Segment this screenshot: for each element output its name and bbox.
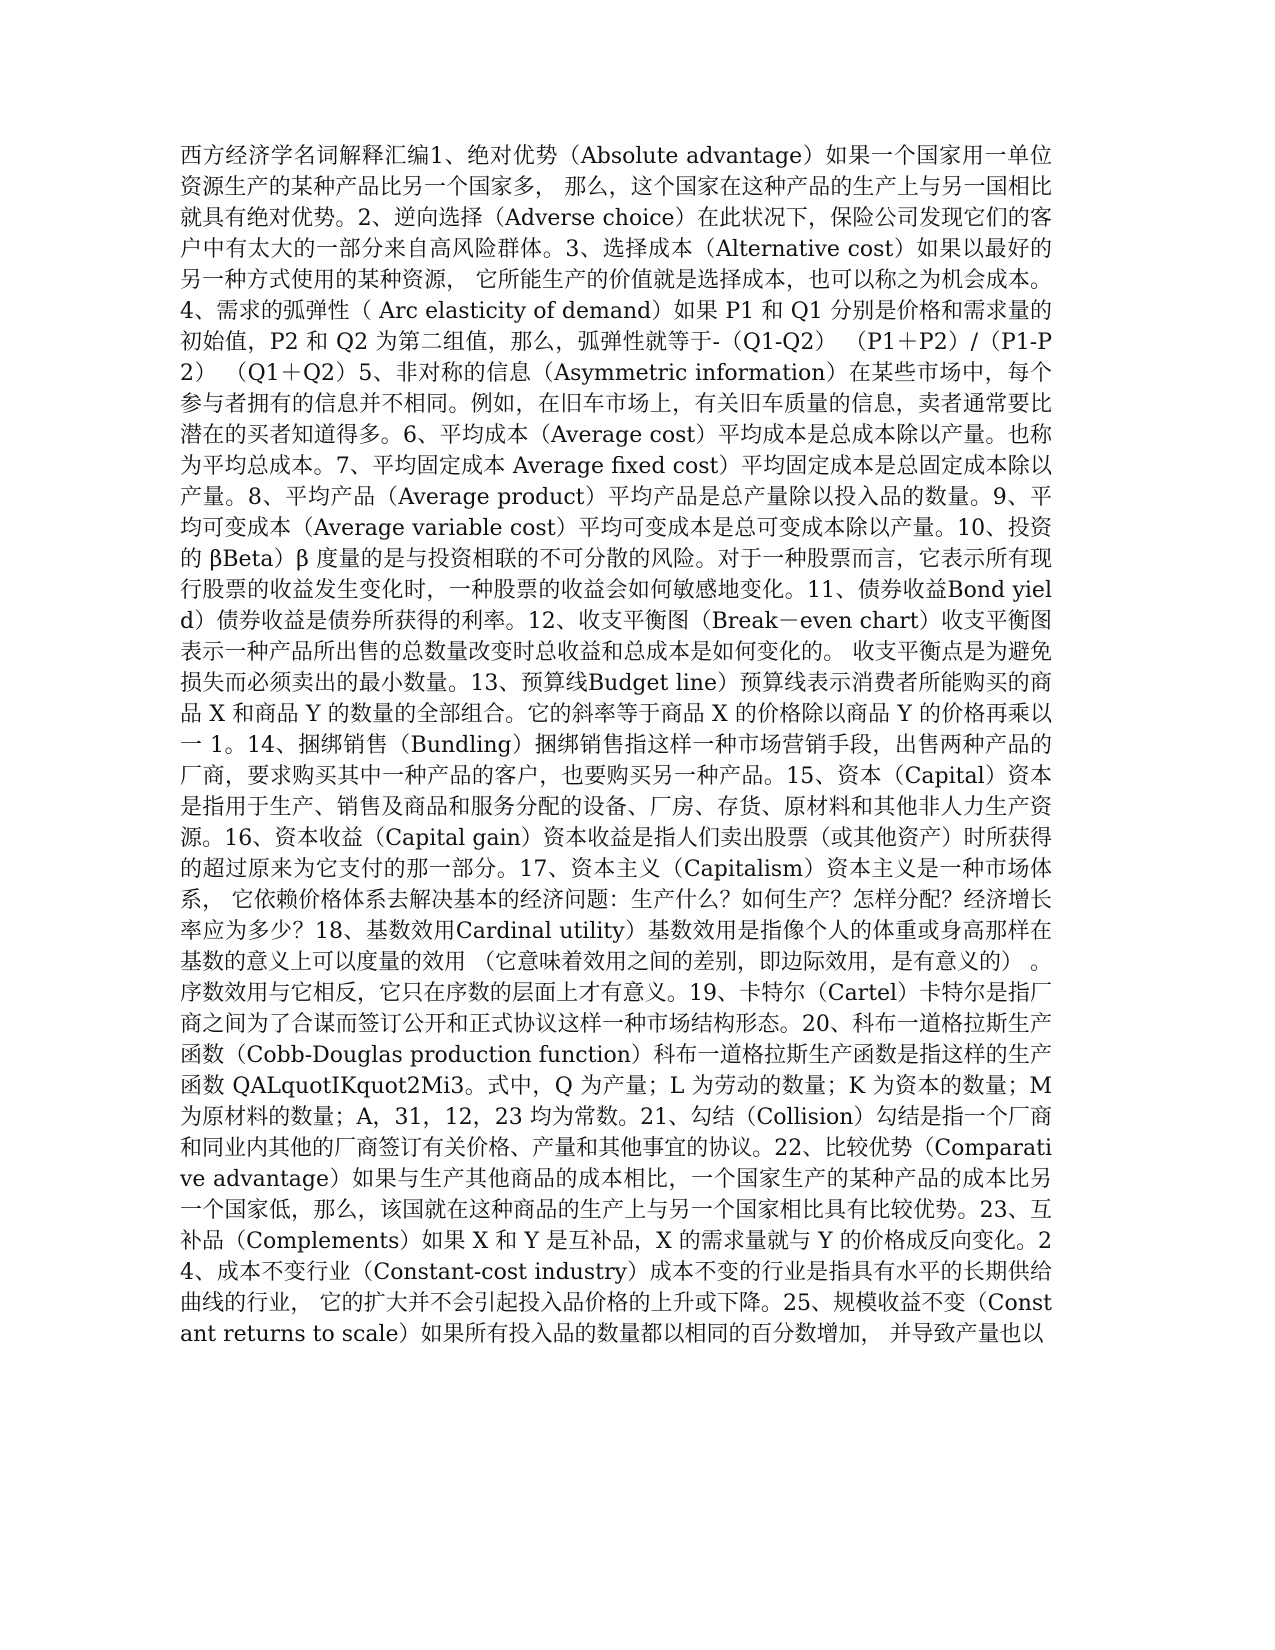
document-page xyxy=(180,141,1052,1441)
body-paragraph: 西方经济学名词解释汇编1、绝对优势（Absolute advantage）如果一个国家用一单位资源生产的某种产品比另一个国家多， 那么，这个国家在这种产品的生产上与另一国相比就具有绝对优势。2、逆向选择（Adverse choice）在此状况下，保险公司发现它们的客户中有太大的一部分来自高风险群体。3、选择成本（Alternative cost）如果以最好的另一种方式使用的某种资源， 它所能生产的价值就是选择成本，也可以称之为机会成本。4、需求的弧弹性（ Arc elasticity of demand）如果 P1 和 Q1 分别是价格和需求量的初始值，P2 和 Q2 为第二组值，那么，弧弹性就等于-（Q1-Q2） （P1＋P2）/（P1-P2） （Q1＋Q2）5、非对称的信息（Asymmetric information）在某些市场中，每个参与者拥有的信息并不相同。例如，在旧车市场上，有关旧车质量的信息，卖者通常要比潜在的买者知道得多。6、平均成本（Average cost）平均成本是总成本除以产量。也称为平均总成本。7、平均固定成本 Average fixed cost）平均固定成本是总固定成本除以产量。8、平均产品（Average product）平均产品是总产量除以投入品的数量。9、平均可变成本（Average variable cost）平均可变成本是总可变成本除以产量。10、投资的 βBeta）β 度量的是与投资相联的不可分散的风险。对于一种股票而言，它表示所有现行股票的收益发生变化时，一种股票的收益会如何敏感地变化。11、债券收益Bond yield）债券收益是债券所获得的利率。12、收支平衡图（Break－even chart）收支平衡图表示一种产品所出售的总数量改变时总收益和总成本是如何变化的。 收支平衡点是为避免损失而必须卖出的最小数量。13、预算线Budget line）预算线表示消费者所能购买的商品 X 和商品 Y 的数量的全部组合。它的斜率等于商品 X 的价格除以商品 Y 的价格再乘以一 1。14、捆绑销售（Bundling）捆绑销售指这样一种市场营销手段，出售两种产品的厂商，要求购买其中一种产品的客户，也要购买另一种产品。15、资本（Capital）资本是指用于生产、销售及商品和服务分配的设备、厂房、存货、原材料和其他非人力生产资源。16、资本收益（Capital gain）资本收益是指人们卖出股票（或其他资产）时所获得的超过原来为它支付的那一部分。17、资本主义（Capitalism）资本主义是一种市场体系， 它依赖价格体系去解决基本的经济问题：生产什么？如何生产？怎样分配？经济增长率应为多少？18、基数效用Cardinal utility）基数效用是指像个人的体重或身高那样在基数的意义上可以度量的效用 （它意味着效用之间的差别，即边际效用，是有意义的） 。序数效用与它相反，它只在序数的层面上才有意义。19、卡特尔（Cartel）卡特尔是指厂商之间为了合谋而签订公开和正式协议这样一种市场结构形态。20、科布一道格拉斯生产函数（Cobb-Douglas production function）科布一道格拉斯生产函数是指这样的生产函数 QALquotIKquot2Mi3。式中，Q 为产量；L 为劳动的数量；K 为资本的数量；M 为原材料的数量；A，31，12，23 均为常数。21、勾结（Collision）勾结是指一个厂商和同业内其他的厂商签订有关价格、产量和其他事宜的协议。22、比较优势（Comparative advantage）如果与生产其他商品的成本相比，一个国家生产的某种产品的成本比另一个国家低，那么，该国就在这种商品的生产上与另一个国家相比具有比较优势。23、互补品（Complements）如果 X 和 Y 是互补品，X 的需求量就与 Y 的价格成反向变化。24、成本不变行业（Constant-cost industry）成本不变的行业是指具有水平的长期供给曲线的行业， 它的扩大并不会引起投入品价格的上升或下降。25、规模收益不变（Constant returns to scale）如果所有投入品的数量都以相同的百分数增加， 并导致产量也以 xyxy=(180,144,1052,1347)
